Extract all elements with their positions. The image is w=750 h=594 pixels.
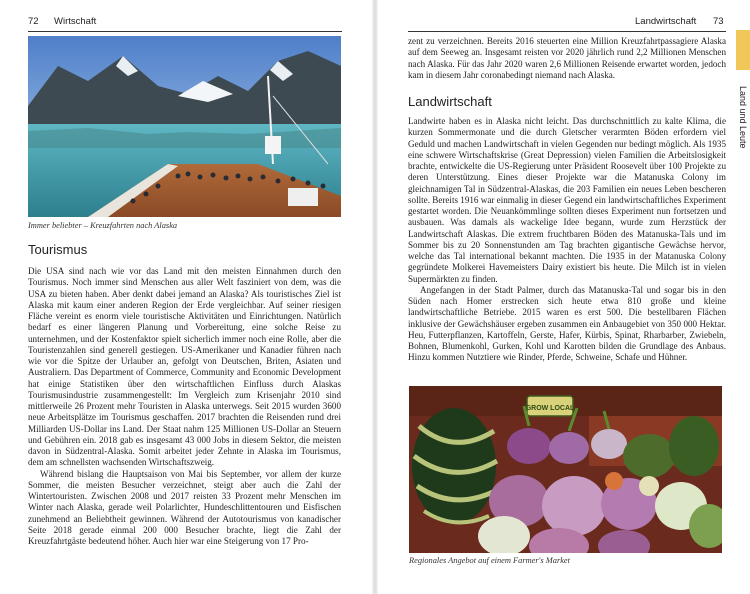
tourismus-continuation xyxy=(408,36,726,81)
right-page xyxy=(378,0,750,594)
chapter-thumb-tab[interactable] xyxy=(736,30,750,70)
farmers-market-photo xyxy=(409,386,722,553)
left-page xyxy=(0,0,372,594)
chapter-thumb-label: Land und Leute xyxy=(738,86,748,149)
right-running-header: Landwirtschaft xyxy=(635,16,697,27)
market-photo-caption: Regionales Angebot auf einem Farmer's Market xyxy=(409,556,570,565)
vegetables-illustration xyxy=(409,386,722,553)
tourismus-body xyxy=(28,266,341,547)
right-header-rule xyxy=(408,31,726,32)
landwirtschaft-paragraph-2: Angefangen in der Stadt Palmer, durch das Matanuska-Tal und sogar bis in den Süden nach Homer erstrecken sich heute etwa 810 große und kleine landwirtschaftliche Betriebe. 2015 waren es erst 500. Die bestellbaren Flächen inklusive der Gewächshäuser ergeben zusammen ein Anbaugebiet von 350 000 Hektar. Heu, Futterpflanzen, Kartoffeln, Gerste, Hafer, Kürbis, Spinat, Rharbarber, Zwiebeln, Bohnen, Blumenkohl, Gurken, Kohl und Karotten bilden die Grundlage des Anbaus. Hinzu kommen Nutztiere wie Rinder, Pferde, Schweine, Schafe und Hühner. xyxy=(408,284,726,363)
continuation-paragraph: zent zu verzeichnen. Bereits 2016 steuerten eine Million Kreuzfahrtpassagiere Alaska auf dem Seeweg an. Insgesamt reisten vor 2020 jährlich rund 2,2 Millionen Menschen nach Alaska. Für das Jahr 2020 waren 2,6 Millionen Reisende erwartet worden, jedoch kam in diesem Jahr coronabedingt niemand nach Alaska. xyxy=(408,36,726,80)
left-running-header: Wirtschaft xyxy=(54,16,97,27)
left-page-number: 72 xyxy=(28,16,39,27)
cruise-ship-photo xyxy=(28,36,341,217)
landwirtschaft-body xyxy=(408,116,726,364)
landwirtschaft-paragraph-1: Landwirte haben es in Alaska nicht leicht. Das durchschnittlich zu kalte Klima, die kurzen Sommermonate und die durch Gletscher verarmten Böden erfordern viel Geduld und machen Landwirtschaft in vielen Gegenden nur bedingt möglich. Als 1935 eine schwere Wirtschaftskrise (Great Depression) vielen Familien die Arbeitslosigkeit brachte, entwickelte die US-Regierung unter Präsident Roosevelt über 100 Projekte zu deren Unterstützung. Eines dieser Projekte war die Matanuska Colony im gleichnamigen Tal in Südzentral-Alaskas, die 203 Familien ein neues Leben bescheren sollte. Bereits 1916 war einmalig in dieser Gegend ein landwirtschaftliches Experiment gestartet worden. Die Neuankömmlinge sollten dieses Experiment nun fortsetzen und ausbauen. Was damals als wackelige Idee begann, wurde zum Herzstück der Landwirtschaft Alaskas. Die extrem fruchtbaren Böden des Matanuska-Tals und im Sommer bis zu 20 Sonnenstunden am Tag brachten gigantische Gewächse hervor, welche das Tal international bekannt machten. Die 1935 in der Matanuska Colony gegründete Molkerei Havemeisters Dairy existiert bis heute. Die Milch ist in vielen Supermärkten zu finden. xyxy=(408,116,726,284)
tourismus-paragraph-2: Während bislang die Hauptsaison von Mai bis September, vor allem der kurze Sommer, die meisten Besucher verzeichnet, steigt aber auch die Zahl der Wintertouristen. Zwischen 2008 und 2017 reisten 33 Prozent mehr Menschen im Winter nach Alaska, gerade weil Polarlichter, Hundeschlittentouren und Eisfischen zunehmend an Beliebtheit gewinnen. Während der Autotourismus von kanadischer Seite 2018 gerade einmal 200 000 Besucher brachte, liegt die Zahl der Kreuzfahrtgäste bedeutend höher. Auch hier war eine Steigerung von 17 Pro- xyxy=(28,468,341,546)
right-page-number: 73 xyxy=(713,16,724,27)
cruise-photo-caption: Immer beliebter – Kreuzfahrten nach Alaska xyxy=(28,221,178,230)
grow-local-sign: GROW LOCAL xyxy=(525,405,575,412)
left-header-rule xyxy=(28,31,342,32)
tourismus-heading: Tourismus xyxy=(28,242,88,257)
cruise-ship-illustration xyxy=(28,36,341,217)
landwirtschaft-heading: Landwirtschaft xyxy=(408,94,492,109)
tourismus-paragraph-1: Die USA sind nach wie vor das Land mit den meisten Einnahmen durch den Tourismus. Noch immer sind Menschen aus aller Welt fasziniert von dem, was die USA zu bieten haben. Aber denkt dabei jemand an Alaska? Als touristisches Ziel ist Alaska mit kaum einer anderen Region der Erde vergleichbar. Auf seiner riesigen Fläche vereint es enorm viele touristische Aktivitäten und Einrichtungen. Natürlich bedarf es einer längeren Planung und Vorbereitung, eine solche Reise zu unternehmen, und der Kostenfaktor spielt sicherlich immer noch eine Rolle, aber die Touristenzahlen sind generell gestiegen. US-Amerikaner und Kanadier führen nach wie vor die Spitze der Urlauber an, gefolgt von Deutschen, Briten, Asiaten und Australiern. Das Department of Commerce, Community and Economic Development hat einige Statistiken über den wirtschaftlichen Einfluss durch Alaskas Tourismusindustrie zusammengestellt: Im Vergleich zum Krisenjahr 2010 sind mittlerweile 26 Prozent mehr Touristen in Alaska unterwegs. Seit 2015 wurden 3600 neue Arbeitsplätze im Tourismus geschaffen. 2017 brachten die Reisenden rund drei Milliarden US-Dollar ins Land. Der Staat nahm 125 Millionen US-Dollar an Steuern und Gebühren ein. 2018 gab es insgesamt 43 000 Jobs in diesem Sektor, die meisten davon in Südzentral-Alaska. Somit arbeitet jeder Zehnte in Alaska im Tourismus, dem am schnellsten wachsenden Wirtschaftszweig. xyxy=(28,266,341,468)
